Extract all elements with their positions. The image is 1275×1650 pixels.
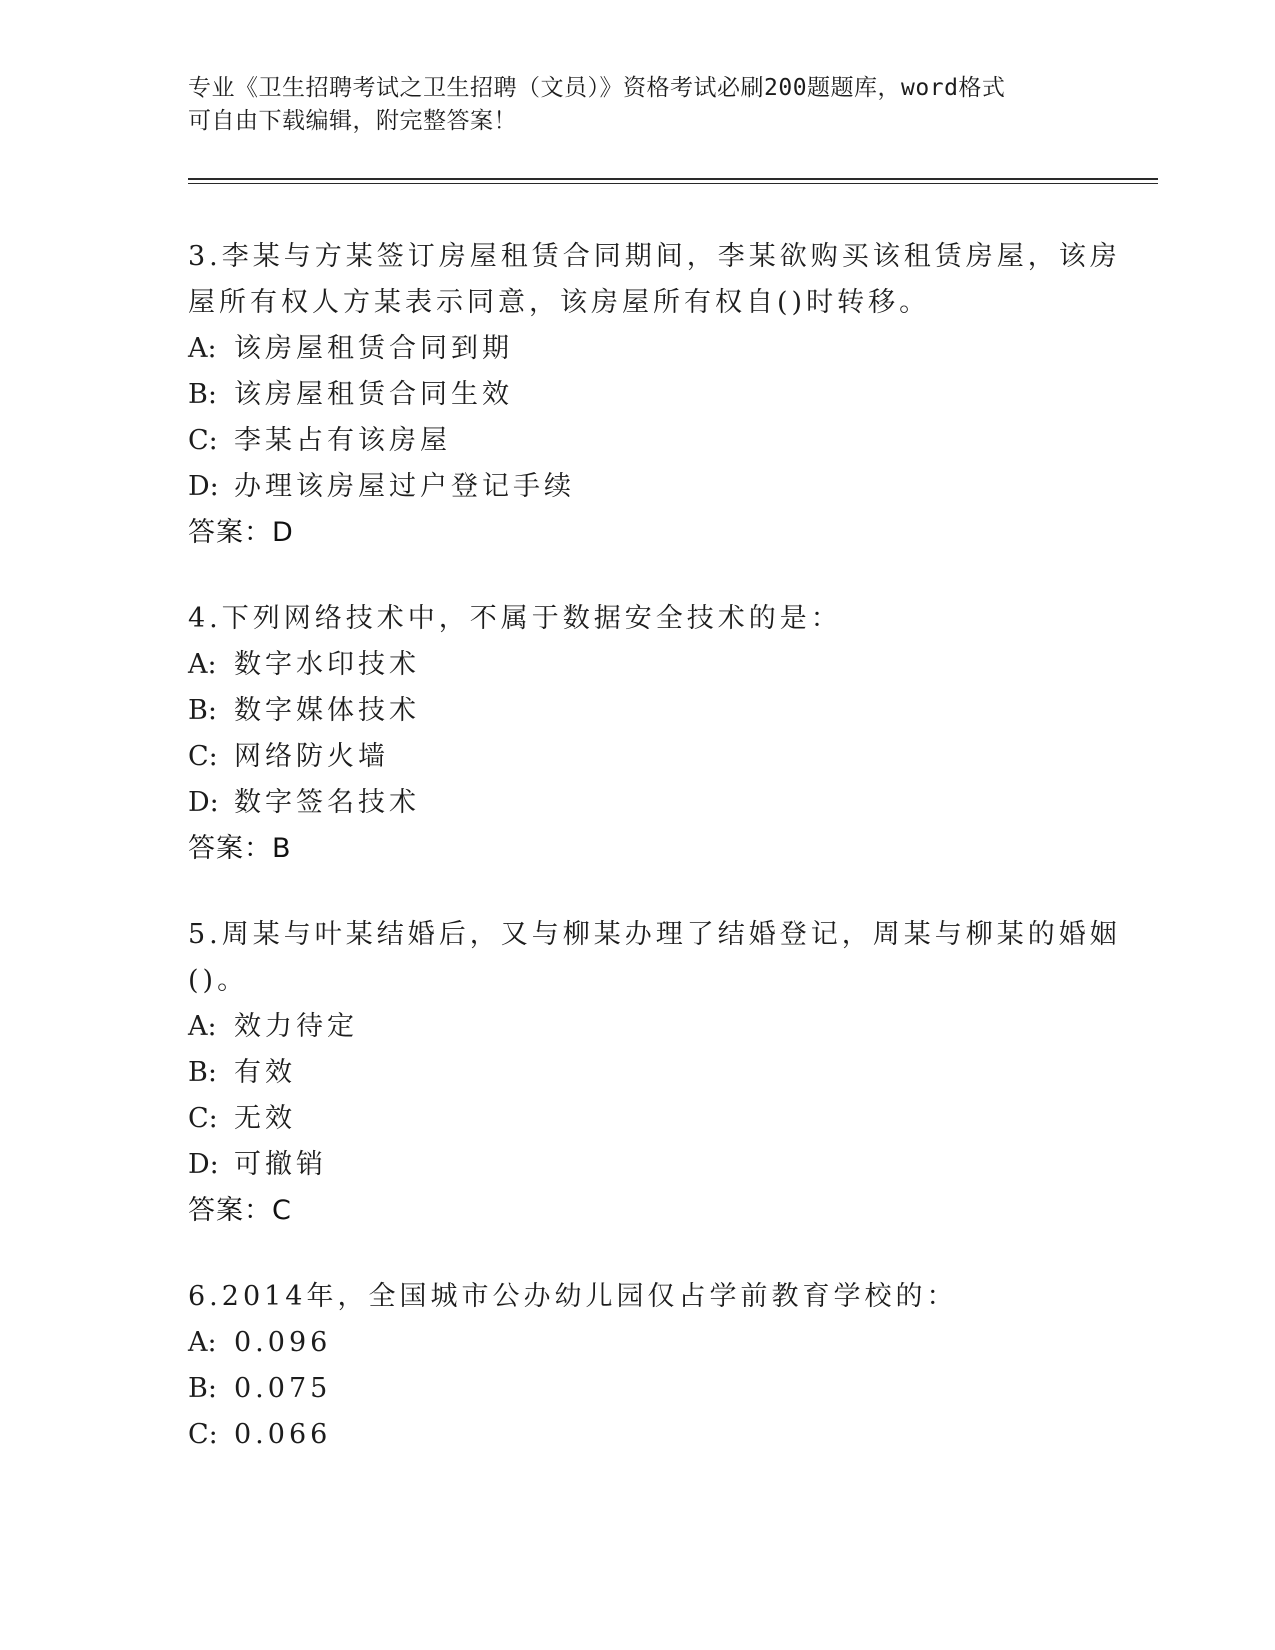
answer-line: 答案：C — [188, 1195, 292, 1226]
option-letter: D: — [188, 1149, 219, 1180]
option-a — [188, 1004, 1088, 1050]
option-text: 0.096 — [234, 1327, 332, 1358]
option-text: 网络防火墙 — [234, 741, 389, 772]
header-line-1: 专业《卫生招聘考试之卫生招聘（文员）》资格考试必刷200题题库，word格式 — [188, 75, 1006, 101]
option-text: 该房屋租赁合同生效 — [234, 379, 513, 410]
option-letter: B: — [188, 1373, 217, 1404]
option-letter: A: — [188, 649, 217, 680]
document-header — [188, 72, 1088, 138]
option-letter: B: — [188, 695, 217, 726]
option-letter: B: — [188, 1057, 217, 1088]
option-c — [188, 418, 1088, 464]
option-letter: C: — [188, 1103, 218, 1134]
option-letter: A: — [188, 333, 217, 364]
option-text: 有效 — [234, 1057, 296, 1088]
option-a — [188, 326, 1088, 372]
option-text: 效力待定 — [234, 1011, 358, 1042]
question-5 — [188, 912, 1121, 1234]
option-letter: A: — [188, 1327, 217, 1358]
option-letter: C: — [188, 425, 218, 456]
question-6 — [188, 1274, 1088, 1458]
option-d — [188, 464, 1088, 510]
question-list — [188, 234, 1121, 1498]
option-text: 数字签名技术 — [234, 787, 420, 818]
header-divider — [188, 178, 1158, 184]
question-stem: 3.李某与方某签订房屋租赁合同期间，李某欲购买该租赁房屋，该房 — [188, 241, 1121, 272]
option-c — [188, 734, 1088, 780]
question-stem: ()。 — [188, 965, 249, 996]
option-b — [188, 1050, 1088, 1096]
question-4 — [188, 596, 1088, 872]
option-text: 李某占有该房屋 — [234, 425, 451, 456]
option-letter: D: — [188, 471, 219, 502]
answer-line: 答案：D — [188, 517, 294, 548]
option-d — [188, 1142, 1088, 1188]
option-a — [188, 642, 1088, 688]
option-text: 数字水印技术 — [234, 649, 420, 680]
option-letter: B: — [188, 379, 217, 410]
option-b — [188, 372, 1088, 418]
question-stem: 6.2014年，全国城市公办幼儿园仅占学前教育学校的： — [188, 1281, 958, 1312]
option-text: 无效 — [234, 1103, 296, 1134]
header-line-2: 可自由下载编辑，附完整答案！ — [188, 108, 517, 134]
option-text: 办理该房屋过户登记手续 — [234, 471, 575, 502]
option-text: 数字媒体技术 — [234, 695, 420, 726]
option-text: 可撤销 — [234, 1149, 327, 1180]
option-text: 该房屋租赁合同到期 — [234, 333, 513, 364]
option-b — [188, 1366, 1088, 1412]
option-d — [188, 780, 1088, 826]
question-3 — [188, 234, 1121, 556]
option-b — [188, 688, 1088, 734]
option-text: 0.066 — [234, 1419, 332, 1450]
option-a — [188, 1320, 1088, 1366]
option-letter: C: — [188, 741, 218, 772]
option-letter: A: — [188, 1011, 217, 1042]
question-stem: 4.下列网络技术中，不属于数据安全技术的是： — [188, 603, 842, 634]
question-stem: 5.周某与叶某结婚后，又与柳某办理了结婚登记，周某与柳某的婚姻 — [188, 919, 1121, 950]
answer-line: 答案：B — [188, 833, 292, 864]
option-letter: C: — [188, 1419, 218, 1450]
question-stem: 屋所有权人方某表示同意，该房屋所有权自()时转移。 — [188, 287, 931, 318]
option-c — [188, 1096, 1088, 1142]
option-text: 0.075 — [234, 1373, 332, 1404]
option-letter: D: — [188, 787, 219, 818]
option-c — [188, 1412, 1088, 1458]
